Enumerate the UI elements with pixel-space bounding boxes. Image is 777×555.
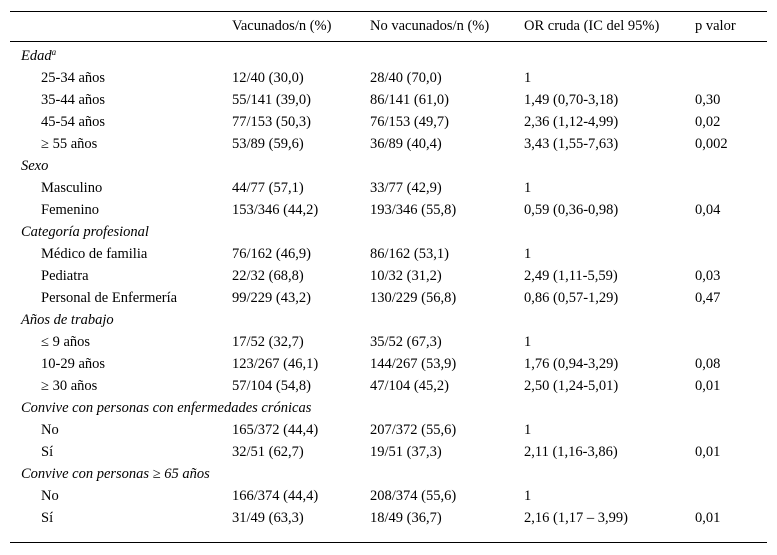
not-vaccinated-cell: 36/89 (40,4) [370,136,442,152]
or-cell: 1,76 (0,94-3,29) [524,356,619,372]
or-cell: 2,11 (1,16-3,86) [524,444,618,460]
row-label: No [41,422,59,438]
or-cell: 2,49 (1,11-5,59) [524,268,618,284]
not-vaccinated-cell: 19/51 (37,3) [370,444,442,460]
section-row [0,309,777,331]
not-vaccinated-cell: 193/346 (55,8) [370,202,457,218]
not-vaccinated-cell: 35/52 (67,3) [370,334,442,350]
vaccinated-cell: 153/346 (44,2) [232,202,319,218]
not-vaccinated-cell: 47/104 (45,2) [370,378,449,394]
section-label-text: Sexo [21,158,49,174]
not-vaccinated-cell: 18/49 (36,7) [370,510,442,526]
p-value-cell: 0,01 [695,378,721,394]
vaccinated-cell: 99/229 (43,2) [232,290,311,306]
table-row [0,265,777,287]
top-rule [10,11,767,12]
vaccinated-cell: 165/372 (44,4) [232,422,319,438]
table-row [0,331,777,353]
p-value-cell: 0,002 [695,136,728,152]
not-vaccinated-cell: 86/141 (61,0) [370,92,449,108]
table-row [0,89,777,111]
not-vaccinated-cell: 76/153 (49,7) [370,114,449,130]
table-row [0,133,777,155]
row-label: Sí [41,444,54,460]
section-row [0,463,777,485]
table-row [0,375,777,397]
row-label: No [41,488,59,504]
table-row [0,353,777,375]
header-p-value: p valor [695,18,736,34]
section-label [21,397,311,419]
section-label [21,221,149,243]
section-label [21,309,114,331]
section-row [0,155,777,177]
row-label: Personal de Enfermería [41,290,178,306]
not-vaccinated-cell: 208/374 (55,6) [370,488,457,504]
table-row [0,243,777,265]
section-label-text: Convive con personas ≥ 65 años [21,466,210,482]
row-label: 35-44 años [41,92,106,108]
table-row [0,67,777,89]
vaccinated-cell: 166/374 (44,4) [232,488,319,504]
or-cell: 2,16 (1,17 – 3,99) [524,510,628,526]
or-cell: 1 [524,180,532,196]
row-label: ≥ 30 años [41,378,98,394]
p-value-cell: 0,08 [695,356,721,372]
table-row [0,199,777,221]
section-label [21,463,210,485]
p-value-cell: 0,01 [695,444,721,460]
not-vaccinated-cell: 10/32 (31,2) [370,268,442,284]
header-or: OR cruda (IC del 95%) [524,18,660,34]
row-label: Médico de familia [41,246,148,262]
section-label-text: Convive con personas con enfermedades crónicas [21,400,312,416]
vaccinated-cell: 57/104 (54,8) [232,378,311,394]
or-cell: 1 [524,334,532,350]
or-cell: 1,49 (0,70-3,18) [524,92,619,108]
p-value-cell: 0,01 [695,510,721,526]
table-row [0,419,777,441]
row-label: Femenino [41,202,99,218]
or-cell: 0,59 (0,36-0,98) [524,202,619,218]
or-cell: 1 [524,422,532,438]
row-label: 10-29 años [41,356,106,372]
row-label: Sí [41,510,54,526]
vaccinated-cell: 55/141 (39,0) [232,92,311,108]
table-row [0,485,777,507]
p-value-cell: 0,02 [695,114,721,130]
or-cell: 2,36 (1,12-4,99) [524,114,619,130]
vaccinated-cell: 123/267 (46,1) [232,356,319,372]
section-label-text: Categoría profesional [21,224,149,240]
footnote-marker: a [51,47,57,57]
row-label: ≥ 55 años [41,136,98,152]
table-row [0,441,777,463]
vaccinated-cell: 77/153 (50,3) [232,114,311,130]
section-label [21,155,48,177]
not-vaccinated-cell: 28/40 (70,0) [370,70,442,86]
section-label [21,45,56,68]
section-row [0,45,777,67]
table-row [0,287,777,309]
or-cell: 1 [524,70,532,86]
not-vaccinated-cell: 207/372 (55,6) [370,422,457,438]
header-not-vaccinated: No vacunados/n (%) [370,18,490,34]
p-value-cell: 0,04 [695,202,721,218]
section-label-text: Edad [21,48,52,64]
row-label: Masculino [41,180,103,196]
section-label-text: Años de trabajo [21,312,114,328]
section-row [0,397,777,419]
bottom-rule [10,542,767,543]
p-value-cell: 0,47 [695,290,721,306]
not-vaccinated-cell: 130/229 (56,8) [370,290,457,306]
vaccinated-cell: 44/77 (57,1) [232,180,304,196]
or-cell: 2,50 (1,24-5,01) [524,378,619,394]
vaccinated-cell: 12/40 (30,0) [232,70,304,86]
vaccinated-cell: 53/89 (59,6) [232,136,304,152]
not-vaccinated-cell: 33/77 (42,9) [370,180,442,196]
row-label: ≤ 9 años [41,334,91,350]
or-cell: 0,86 (0,57-1,29) [524,290,619,306]
vaccinated-cell: 31/49 (63,3) [232,510,304,526]
header-vaccinated: Vacunados/n (%) [232,18,332,34]
header-row [0,15,777,37]
p-value-cell: 0,30 [695,92,721,108]
row-label: 45-54 años [41,114,106,130]
not-vaccinated-cell: 86/162 (53,1) [370,246,449,262]
table-row [0,177,777,199]
row-label: 25-34 años [41,70,106,86]
not-vaccinated-cell: 144/267 (53,9) [370,356,457,372]
table-row [0,111,777,133]
p-value-cell: 0,03 [695,268,721,284]
or-cell: 1 [524,488,532,504]
vaccinated-cell: 76/162 (46,9) [232,246,311,262]
section-row [0,221,777,243]
row-label: Pediatra [41,268,89,284]
or-cell: 3,43 (1,55-7,63) [524,136,619,152]
header-rule [10,41,767,42]
or-cell: 1 [524,246,532,262]
table-row [0,507,777,529]
vaccinated-cell: 17/52 (32,7) [232,334,304,350]
vaccinated-cell: 32/51 (62,7) [232,444,304,460]
vaccinated-cell: 22/32 (68,8) [232,268,304,284]
